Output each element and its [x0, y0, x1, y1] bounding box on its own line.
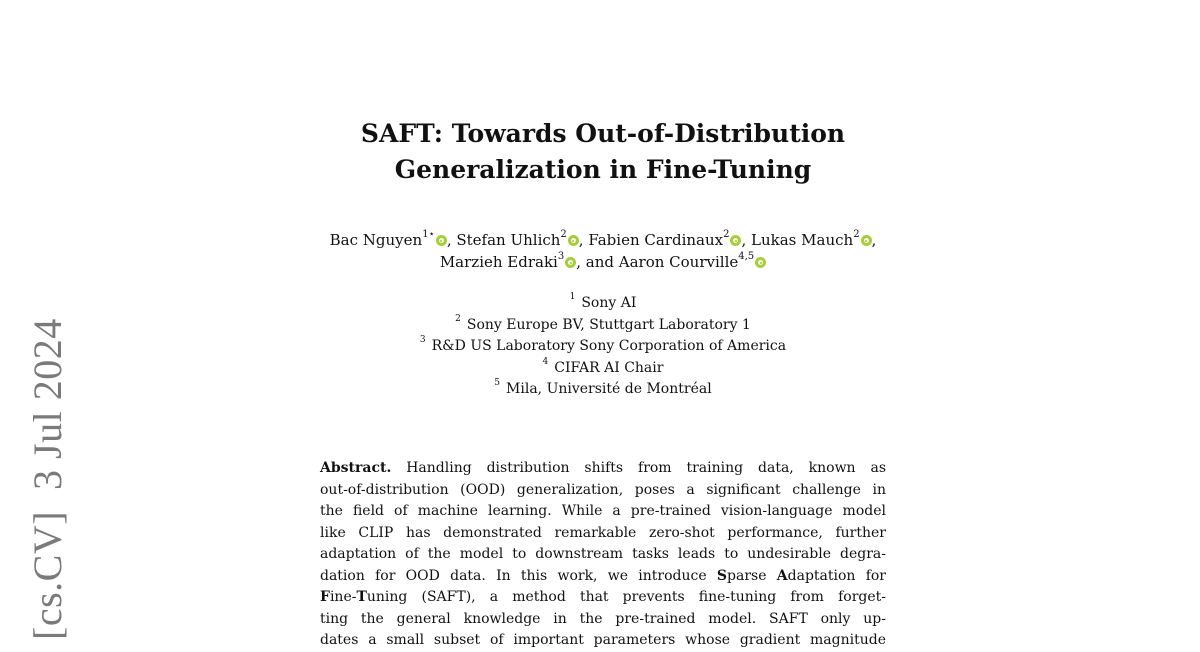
abstract-line — [320, 566, 886, 588]
affiliation-text: Sony Europe BV, Stuttgart Laboratory 1 — [466, 316, 751, 333]
affiliation-number: 3 — [419, 335, 426, 346]
orcid-icon[interactable] — [436, 235, 447, 246]
author-name: Aaron Courville — [618, 253, 739, 271]
abstract-text: parse — [727, 567, 777, 584]
author-affiliation-marker: 2 — [723, 229, 730, 240]
orcid-icon[interactable] — [565, 257, 576, 268]
abstract-line — [320, 458, 886, 480]
title-line-1: SAFT: Towards Out-of-Distribution — [360, 119, 846, 148]
affiliation-text: Sony AI — [581, 295, 637, 311]
affiliation-item — [300, 379, 906, 401]
orcid-icon[interactable] — [861, 235, 872, 246]
abstract-label: Abstract. — [320, 460, 392, 476]
affiliation-text: Mila, Université de Montréal — [506, 381, 712, 397]
author-list — [220, 229, 986, 273]
abstract-text: dation for OOD data. In this work, we introduce — [320, 567, 717, 584]
author-affiliation-marker: 4,5 — [738, 251, 755, 262]
author-separator: , — [741, 231, 752, 249]
author-affiliation-marker: 2 — [853, 229, 860, 240]
affiliation-item — [300, 293, 906, 315]
orcid-icon[interactable] — [730, 235, 741, 246]
acronym-letter: S — [716, 567, 728, 584]
author-separator: , — [578, 231, 589, 249]
abstract-line: like CLIP has demonstrated remarkable zero-shot performance, further — [320, 524, 886, 541]
abstract-line: dates a small subset of important parameters whose gradient magnitude — [320, 632, 886, 648]
affiliation-number: 2 — [455, 313, 461, 324]
author-separator: , and — [576, 253, 619, 271]
abstract-line: adaptation of the model to downstream tasks leads to undesirable degra- — [320, 546, 886, 562]
orcid-icon[interactable] — [755, 257, 766, 268]
abstract-paragraph — [320, 458, 886, 652]
orcid-icon[interactable] — [568, 235, 579, 246]
abstract-text: Handling distribution shifts from training data, known as — [406, 460, 886, 476]
affiliation-number: 4 — [542, 356, 549, 367]
abstract-text: uning (SAFT), a method that prevents fine-tuning from forget- — [366, 589, 886, 605]
author-affiliation-marker: 3 — [557, 251, 565, 262]
affiliation-item — [300, 315, 906, 337]
abstract-text: ine- — [329, 589, 357, 605]
affiliation-text: CIFAR AI Chair — [554, 359, 664, 376]
affiliation-item — [300, 358, 906, 380]
paper-title — [300, 116, 906, 188]
arxiv-identifier-stamp: [cs.CV] 3 Jul 2024 — [25, 318, 70, 640]
affiliation-list — [300, 293, 906, 401]
author-name: Fabien Cardinaux — [588, 231, 724, 249]
abstract-line: out-of-distribution (OOD) generalization, poses a significant challenge in — [320, 481, 886, 498]
affiliation-number: 5 — [494, 378, 501, 389]
author-name: Marzieh Edraki — [439, 253, 558, 271]
abstract-line — [320, 587, 886, 609]
abstract-text: daptation for — [787, 567, 886, 584]
author-name: Stefan Uhlich — [456, 231, 561, 249]
author-affiliation-marker: 2 — [560, 229, 567, 240]
title-line-2: Generalization in Fine-Tuning — [394, 155, 812, 184]
acronym-letter: A — [776, 567, 788, 584]
abstract-line: the field of machine learning. While a pre-trained vision-language model — [320, 503, 886, 519]
author-name: Lukas Mauch — [751, 231, 854, 249]
acronym-letter: T — [356, 589, 367, 605]
abstract-line: ting the general knowledge in the pre-trained model. SAFT only up- — [320, 610, 886, 627]
author-affiliation-marker: 1⋆ — [422, 229, 435, 240]
affiliation-number: 1 — [569, 292, 576, 303]
author-separator: , — [446, 231, 457, 249]
acronym-letter: F — [320, 589, 330, 605]
author-separator: , — [871, 231, 877, 249]
author-line-1 — [220, 229, 986, 251]
affiliation-text: R&D US Laboratory Sony Corporation of America — [431, 338, 787, 354]
author-line-2 — [220, 251, 986, 273]
affiliation-item — [300, 336, 906, 358]
author-name: Bac Nguyen — [329, 231, 423, 249]
